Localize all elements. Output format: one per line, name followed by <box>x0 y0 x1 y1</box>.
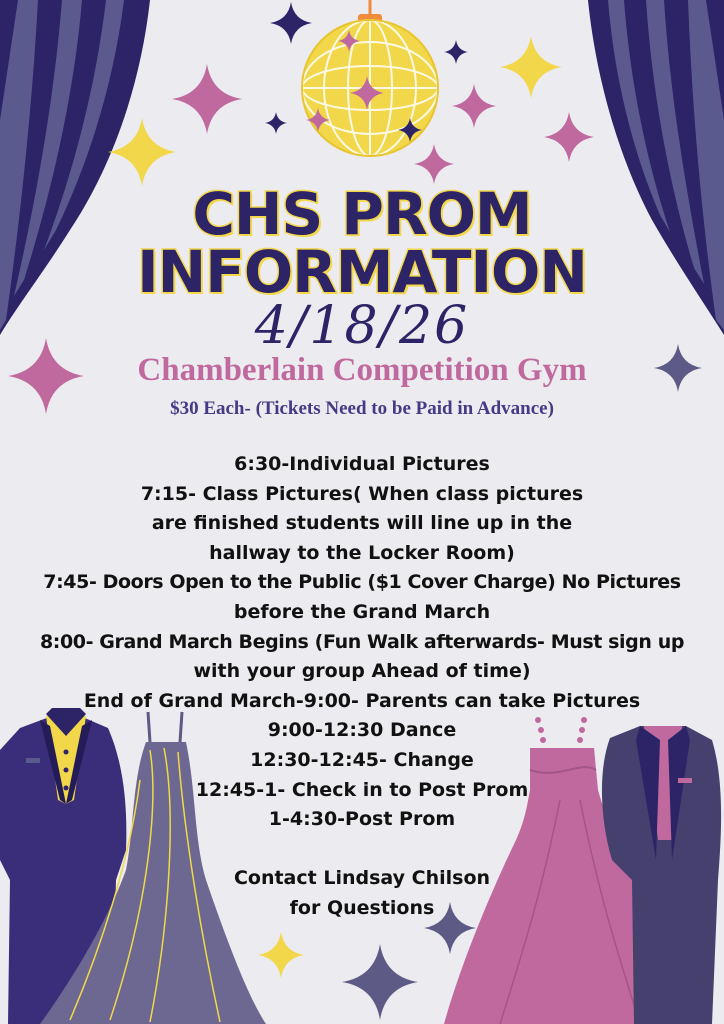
schedule-line: 9:00-12:30 Dance <box>267 719 457 742</box>
contact-info <box>0 864 724 923</box>
event-date: 4/18/26 <box>254 296 470 356</box>
schedule-line: 7:15- Class Pictures( When class pictures <box>140 482 584 505</box>
title-line-2: INFORMATION <box>137 238 587 306</box>
schedule-line: hallway to the Locker Room) <box>209 541 515 564</box>
schedule-line: 12:30-12:45- Change <box>250 748 474 771</box>
contact-line-1: Contact Lindsay Chilson <box>233 867 491 889</box>
venue-name: Chamberlain Competition Gym <box>137 352 587 388</box>
schedule-line: before the Grand March <box>233 600 491 623</box>
schedule-line: with your group Ahead of time) <box>193 660 531 683</box>
disco-ball-icon <box>302 0 438 156</box>
schedule-line: End of Grand March-9:00- Parents can take Pictures <box>83 689 641 712</box>
title-line-1: CHS PROM <box>192 180 532 248</box>
schedule-line: 1-4:30-Post Prom <box>268 808 456 831</box>
schedule-list <box>6 450 718 835</box>
schedule-line: 8:00- Grand March Begins (Fun Walk afterwards- Must sign up <box>39 630 685 653</box>
schedule-line: are finished students will line up in the <box>151 512 573 535</box>
schedule-line: 6:30-Individual Pictures <box>234 453 490 475</box>
schedule-line: 7:45- Doors Open to the Public ($1 Cover Charge) No Pictures <box>43 571 681 594</box>
schedule-line: 12:45-1- Check in to Post Prom <box>195 778 529 801</box>
contact-line-2: for Questions <box>289 896 435 919</box>
ticket-price: $30 Each- (Tickets Need to be Paid in Advance) <box>170 398 554 419</box>
